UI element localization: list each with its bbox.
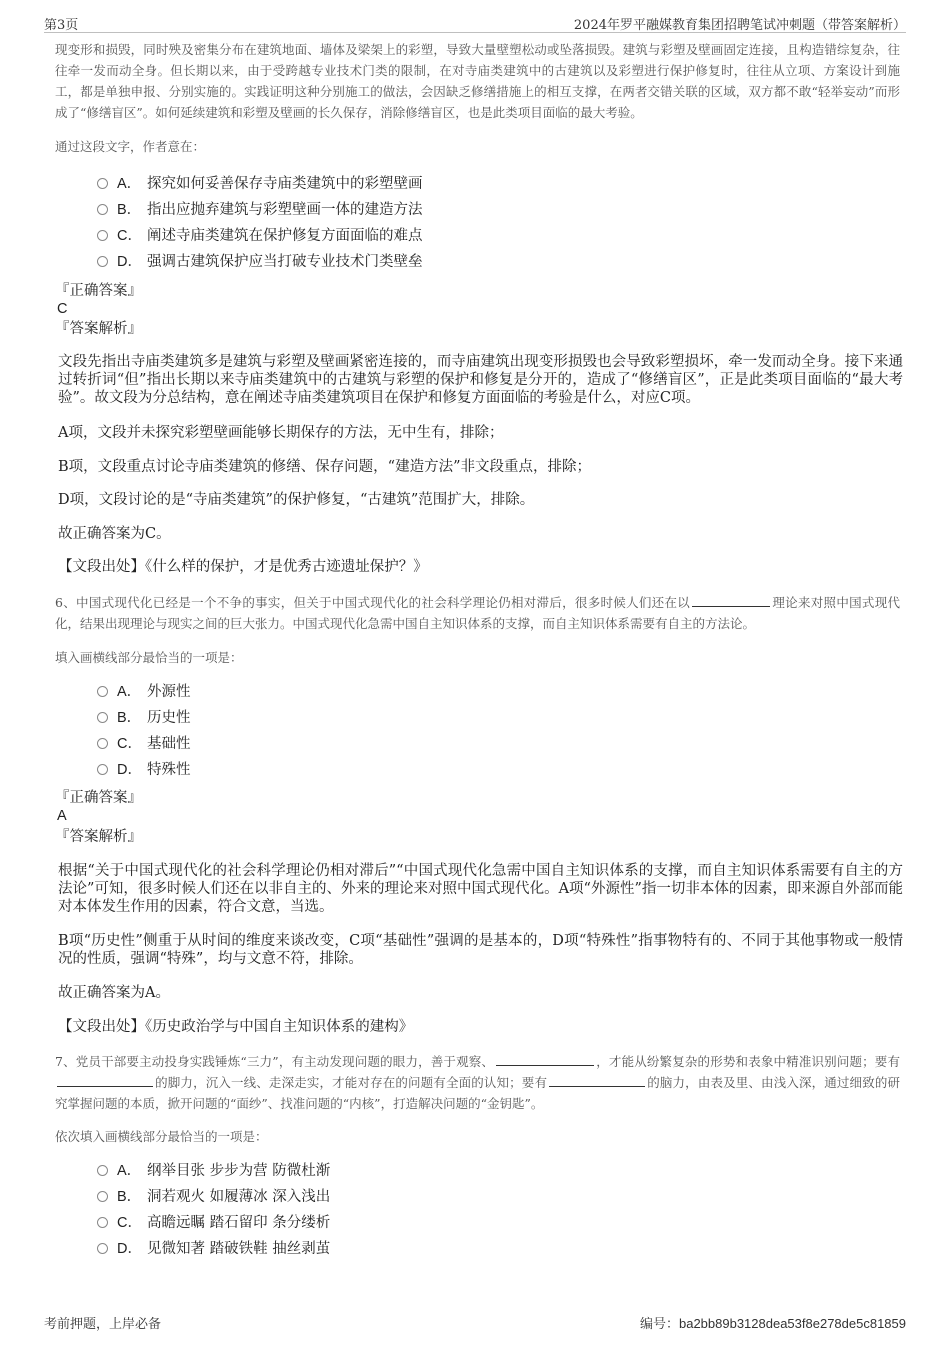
radio-icon[interactable] — [97, 1217, 108, 1228]
q5-option-d[interactable]: D． 强调古建筑保护应当打破专业技术门类壁垒 — [97, 252, 423, 272]
radio-icon[interactable] — [97, 1243, 108, 1254]
q5-source: 【文段出处】《什么样的保护，才是优秀古迹遗址保护？》 — [58, 559, 428, 575]
page-header — [44, 12, 906, 33]
q7-blank-2 — [57, 1074, 153, 1087]
q7-option-b[interactable]: B． 洞若观火 如履薄冰 深入浅出 — [97, 1187, 330, 1207]
q6-option-c[interactable]: C． 基础性 — [97, 734, 191, 754]
q5-passage: 现变形和损毁，同时殃及密集分布在建筑地面、墙体及梁架上的彩塑，导致大量壁塑松动或坠落损毁。建筑与彩塑及壁画固定连接，且构造错综复杂，往往牵一发而动全身。但长期以来，由于受跨越专业技术门类的限制，在对寺庙类建筑中的古建筑以及彩塑进行保护修复时，往往从立项、方案设计到施工，都是单独申报、分别实施的。实践证明这种分别施工的做法，会因缺乏修缮措施上的相互支撑，在两者交错关联的区域，双方都不敢“轻举妄动”而形成了“修缮盲区”。如何延续建筑和彩塑及壁画的长久保存，消除修缮盲区，也是此类项目面临的最大考验。 — [55, 42, 900, 120]
q6-option-d[interactable]: D． 特殊性 — [97, 760, 191, 780]
q5-analysis-3: B项，文段重点讨论寺庙类建筑的修缮、保存问题，“建造方法”非文段重点，排除； — [58, 459, 591, 475]
radio-icon[interactable] — [97, 204, 108, 215]
radio-icon[interactable] — [97, 178, 108, 189]
radio-icon[interactable] — [97, 712, 108, 723]
q6-option-a[interactable]: A． 外源性 — [97, 682, 191, 702]
q7-blank-3 — [549, 1074, 645, 1087]
footer-slogan: 考前押题，上岸必备 — [44, 1317, 162, 1332]
radio-icon[interactable] — [97, 1165, 108, 1176]
q6-answer: A — [57, 808, 67, 824]
q5-prompt: 通过这段文字，作者意在： — [55, 139, 206, 154]
q5-option-c[interactable]: C． 阐述寺庙类建筑在保护修复方面面临的难点 — [97, 226, 423, 246]
q6-source: 【文段出处】《历史政治学与中国自主知识体系的建构》 — [58, 1019, 414, 1035]
document-title: 2024年罗平融媒教育集团招聘笔试冲刺题（带答案解析） — [573, 18, 906, 33]
radio-icon[interactable] — [97, 764, 108, 775]
q7-option-a[interactable]: A． 纲举目张 步步为营 防微杜渐 — [97, 1161, 330, 1181]
radio-icon[interactable] — [97, 1191, 108, 1202]
q7-stem: 7、党员干部要主动投身实践锤炼“三力”，有主动发现问题的眼力，善于观察、 ，才能从纷繁复杂的形势和表象中精准识别问题；要有的脚力，沉入一线、走深走实，才能对存在的问题有全面的认知；要有 的脑力，由表及里、由浅入深，通过细致的研究掌握问题的本质，掀开问题的“面纱”、找准问题的“内核”，打造解决问题的“金钥匙”。 — [55, 1054, 900, 1111]
q5-answer: C — [57, 301, 68, 317]
q6-analysis-3: 故正确答案为A。 — [58, 985, 170, 1001]
radio-icon[interactable] — [97, 230, 108, 241]
q7-option-c[interactable]: C． 高瞻远瞩 踏石留印 条分缕析 — [97, 1213, 330, 1233]
page-number: 第3页 — [44, 18, 79, 33]
q5-analysis-2: A项，文段并未探究彩塑壁画能够长期保存的方法，无中生有，排除； — [58, 425, 504, 441]
radio-icon[interactable] — [97, 256, 108, 267]
q5-analysis-1: 文段先指出寺庙类建筑多是建筑与彩塑及壁画紧密连接的，而寺庙建筑出现变形损毁也会导致彩塑损坏，牵一发而动全身。接下来通过转折词“但”指出长期以来寺庙类建筑中的古建筑与彩塑的保护和修复是分开的，造成了“修缮盲区”，正是此类项目面临的“最大考验”。故文段为分总结构，意在阐述寺庙类建筑项目在保护和修复方面面临的考验是什么，对应C项。 — [58, 354, 903, 406]
q6-prompt: 填入画横线部分最恰当的一项是： — [55, 650, 243, 665]
q7-blank-1 — [496, 1053, 594, 1066]
q6-stem: 6、中国式现代化已经是一个不争的事实，但关于中国式现代化的社会科学理论仍相对滞后，很多时候人们还在以 理论来对照中国式现代化，结果出现理论与现实之间的巨大张力。中国式现代化急需中国自主知识体系的支撑，而自主知识体系需要有自主的方法论。 — [55, 595, 900, 631]
q6-option-b[interactable]: B． 历史性 — [97, 708, 191, 728]
q6-analysis-2: B项“历史性”侧重于从时间的维度来谈改变，C项“基础性”强调的是基本的，D项“特殊性”指事物特有的、不同于其他事物或一般情况的性质，强调“特殊”，均与文意不符，排除。 — [58, 933, 903, 967]
q7-option-d[interactable]: D． 见微知著 踏破铁鞋 抽丝剥茧 — [97, 1239, 330, 1259]
q7-prompt: 依次填入画横线部分最恰当的一项是： — [55, 1129, 268, 1144]
q5-option-b[interactable]: B． 指出应抛弃建筑与彩塑壁画一体的建造方法 — [97, 200, 423, 220]
q5-analysis-5: 故正确答案为C。 — [58, 526, 171, 542]
radio-icon[interactable] — [97, 686, 108, 697]
q6-answer-label: 『正确答案』 — [55, 790, 142, 806]
q5-analysis-label: 『答案解析』 — [55, 321, 142, 337]
q5-option-a[interactable]: A． 探究如何妥善保存寺庙类建筑中的彩塑壁画 — [97, 174, 423, 194]
q6-analysis-label: 『答案解析』 — [55, 829, 142, 845]
q5-answer-label: 『正确答案』 — [55, 283, 142, 299]
footer-code: 编号：ba2bb89b3128dea53f8e278de5c81859 — [639, 1316, 906, 1332]
radio-icon[interactable] — [97, 738, 108, 749]
q6-analysis-1: 根据“关于中国式现代化的社会科学理论仍相对滞后”“中国式现代化急需中国自主知识体系的支撑，而自主知识体系需要有自主的方法论”可知，很多时候人们还在以非自主的、外来的理论来对照中国式现代化。A项“外源性”指一切非本体的因素，即来源自外部而能对本体发生作用的因素，符合文意，当选。 — [58, 863, 903, 915]
q6-blank — [692, 594, 770, 607]
q5-analysis-4: D项，文段讨论的是“寺庙类建筑”的保护修复，“古建筑”范围扩大，排除。 — [58, 492, 535, 508]
